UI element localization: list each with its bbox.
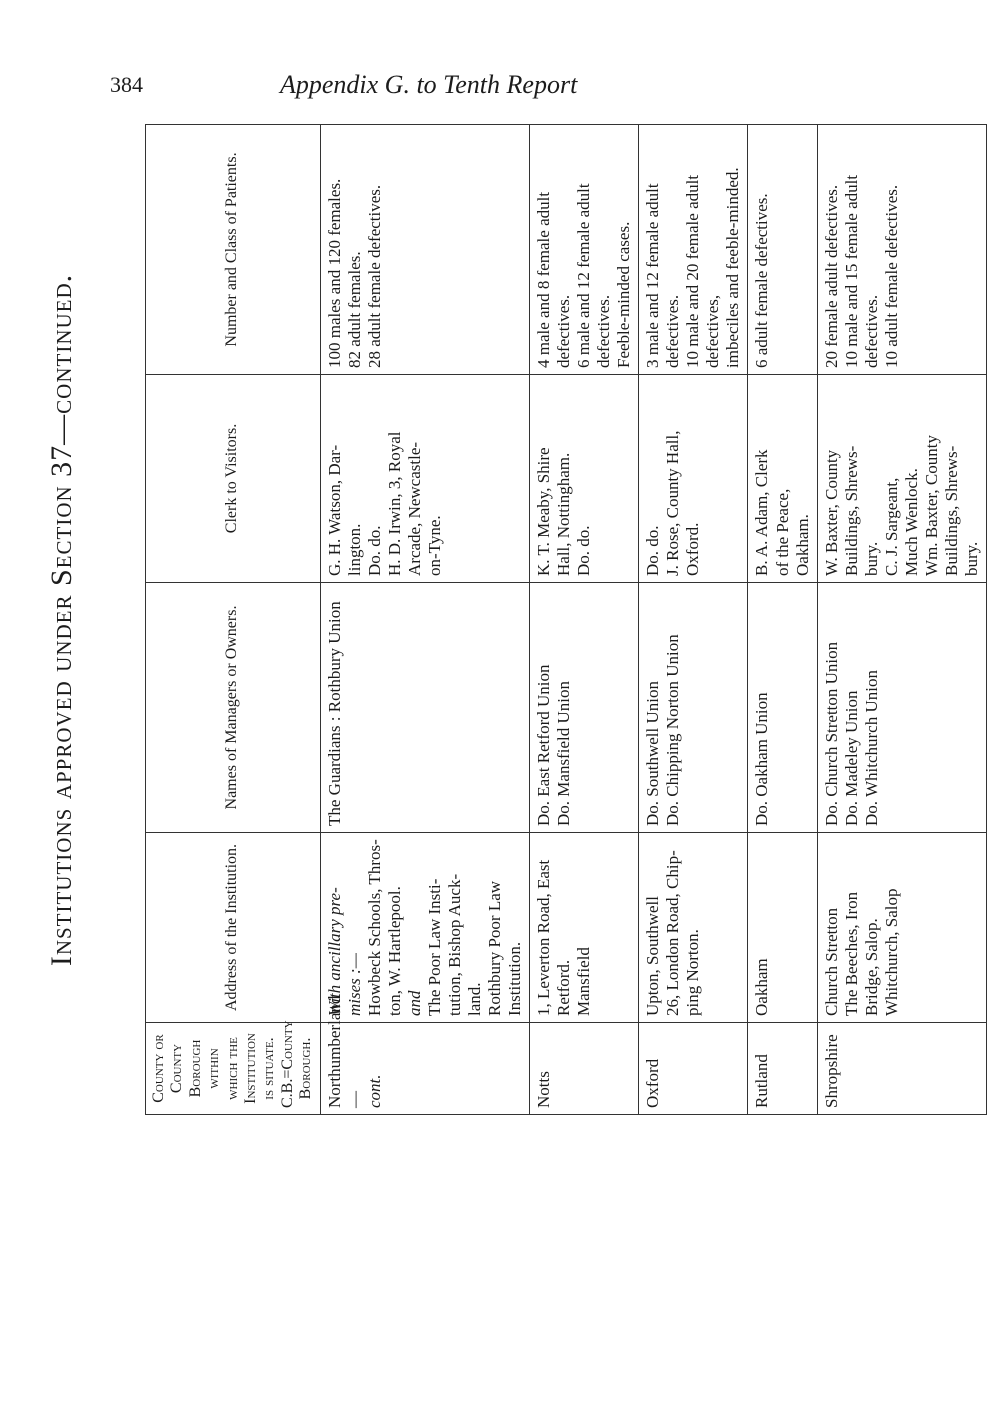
address-line: ping Norton. — [683, 929, 703, 1016]
cell-managers — [817, 583, 986, 833]
clerk-line: Do. do. — [364, 525, 384, 576]
cell-managers — [529, 583, 638, 833]
address-line: The Beeches, Iron — [841, 891, 861, 1016]
county-line: Northumberland— — [324, 995, 364, 1108]
rotated-table-block — [45, 125, 981, 1115]
clerk-line: B. A. Adam, Clerk — [752, 449, 772, 576]
county-line: Notts — [533, 1071, 553, 1108]
clerk-line: Oakham. — [792, 514, 812, 576]
number-line: imbeciles and feeble-minded. — [723, 167, 743, 368]
table-title: Institutions approved under Section 37—continued. — [45, 273, 78, 967]
number-line: 10 male and 15 female adult defectives. — [841, 174, 881, 368]
cell-county — [748, 1023, 817, 1115]
number-line: 6 adult female defectives. — [752, 193, 772, 368]
county-line: Oxford — [643, 1058, 663, 1108]
address-line: and — [404, 990, 424, 1016]
table-row — [529, 125, 638, 1115]
number-line: 10 male and 20 female adult defectives, — [683, 174, 723, 368]
address-line: mises :— — [344, 953, 364, 1016]
cell-address — [639, 833, 748, 1023]
cell-managers — [748, 583, 817, 833]
address-line: Whitchurch, Salop — [881, 888, 901, 1016]
number-line: Feeble-minded cases. — [614, 221, 634, 368]
clerk-line: Arcade, Newcastle- — [404, 441, 424, 576]
clerk-line: Buildings, Shrews- — [841, 445, 861, 576]
address-line: Mansfield — [574, 947, 594, 1016]
clerk-line: bury. — [861, 541, 881, 576]
managers-line: Do. Mansfield Union — [554, 681, 574, 826]
clerk-line: bury. — [961, 541, 981, 576]
cell-number — [639, 125, 748, 375]
cell-county — [639, 1023, 748, 1115]
clerk-line: Hall, Nottingham. — [554, 452, 574, 576]
address-line: Rothbury Poor Law — [484, 880, 504, 1016]
header-county: County or County Borough within which the Institution is situate. C.B.=County Borough. — [146, 1023, 321, 1115]
address-line: land. — [464, 982, 484, 1016]
managers-line: Do. Church Stretton Union — [821, 641, 841, 826]
number-line: 10 adult female defectives. — [881, 184, 901, 368]
clerk-line: lington. — [344, 523, 364, 576]
cell-number — [320, 125, 529, 375]
cell-county — [320, 995, 529, 1115]
address-line: Howbeck Schools, Thros- — [364, 839, 384, 1016]
cell-address — [817, 833, 986, 1023]
number-line: 3 male and 12 female adult defectives. — [643, 183, 683, 368]
cell-county — [817, 1023, 986, 1115]
cell-number — [529, 125, 638, 375]
county-line: Rutland — [752, 1054, 772, 1108]
clerk-line: Do. do. — [643, 525, 663, 576]
managers-line: Do. East Retford Union — [533, 664, 553, 826]
number-line: 6 male and 12 female adult defectives. — [574, 183, 614, 368]
table-row — [748, 125, 817, 1115]
number-line: 28 adult female defectives. — [364, 184, 384, 368]
managers-line: Do. Chipping Norton Union — [663, 634, 683, 826]
table-header-row — [146, 125, 321, 1115]
clerk-line: of the Peace, — [772, 488, 792, 576]
county-line: cont. — [364, 1074, 384, 1108]
running-head: Appendix G. to Tenth Report — [280, 70, 578, 99]
address-line: Church Stretton — [821, 907, 841, 1016]
cell-address — [748, 833, 817, 1023]
address-line: 1, Leverton Road, East — [533, 859, 553, 1016]
address-line: ton, W. Hartlepool. — [384, 886, 404, 1016]
header-address: Address of the Institution. — [146, 833, 321, 1023]
table-row — [817, 125, 986, 1115]
clerk-line: C. J. Sargeant, — [881, 477, 901, 576]
clerk-line: on-Tyne. — [424, 515, 444, 576]
header-clerk: Clerk to Visitors. — [146, 375, 321, 583]
county-line: Shropshire — [821, 1034, 841, 1108]
table-body — [320, 125, 986, 1115]
number-line: 4 male and 8 female adult defectives. — [533, 191, 574, 368]
header-number: Number and Class of Patients. — [146, 125, 321, 375]
address-line: Retford. — [554, 959, 574, 1016]
cell-clerk — [320, 375, 529, 583]
clerk-line: J. Rose, County Hall, — [663, 430, 683, 576]
cell-number — [748, 125, 817, 375]
address-line: Oakham — [752, 958, 772, 1016]
cell-managers — [320, 583, 529, 833]
clerk-line: Much Wenlock. — [901, 468, 921, 576]
cell-managers — [639, 583, 748, 833]
managers-line: Do. Whitchurch Union — [861, 670, 881, 826]
page-number: 384 — [110, 72, 143, 97]
cell-clerk — [529, 375, 638, 583]
header-managers: Names of Managers or Owners. — [146, 583, 321, 833]
cell-clerk — [817, 375, 986, 583]
managers-line: Do. Southwell Union — [643, 681, 663, 826]
clerk-line: Buildings, Shrews- — [941, 445, 961, 576]
clerk-line: H. D. Irwin, 3, Royal — [384, 431, 404, 576]
clerk-line: G. H. Watson, Dar- — [324, 444, 344, 576]
clerk-line: K. T. Meaby, Shire — [533, 447, 553, 576]
address-line: The Poor Law Insti- — [424, 878, 444, 1016]
address-line: Upton, Southwell — [643, 896, 663, 1016]
address-line: tution, Bishop Auck- — [444, 873, 464, 1016]
address-line: Institution. — [504, 941, 524, 1016]
address-line: 26, London Road, Chip- — [663, 850, 683, 1016]
cell-clerk — [639, 375, 748, 583]
cell-number — [817, 125, 986, 375]
table-row — [639, 125, 748, 1115]
managers-line: Do. Oakham Union — [752, 692, 772, 826]
clerk-line: Do. do. — [574, 525, 594, 576]
clerk-line: Wm. Baxter, County — [921, 435, 941, 576]
clerk-line: Oxford. — [683, 522, 703, 576]
number-line: 20 female adult defectives. — [821, 184, 841, 368]
institutions-table — [145, 124, 987, 1115]
managers-line: The Guardians : Rothbury Union — [324, 601, 344, 826]
number-line: 100 males and 120 females. — [324, 178, 344, 368]
cell-address — [529, 833, 638, 1023]
number-line: 82 adult females. — [344, 251, 364, 368]
address-line: Bridge, Salop. — [861, 918, 881, 1016]
managers-line: Do. Madeley Union — [841, 690, 861, 826]
clerk-line: W. Baxter, County — [821, 449, 841, 576]
cell-county — [529, 1023, 638, 1115]
address-line: With ancillary pre- — [324, 887, 344, 1016]
cell-address — [320, 833, 529, 1023]
table-row — [320, 125, 529, 1115]
cell-clerk — [748, 375, 817, 583]
